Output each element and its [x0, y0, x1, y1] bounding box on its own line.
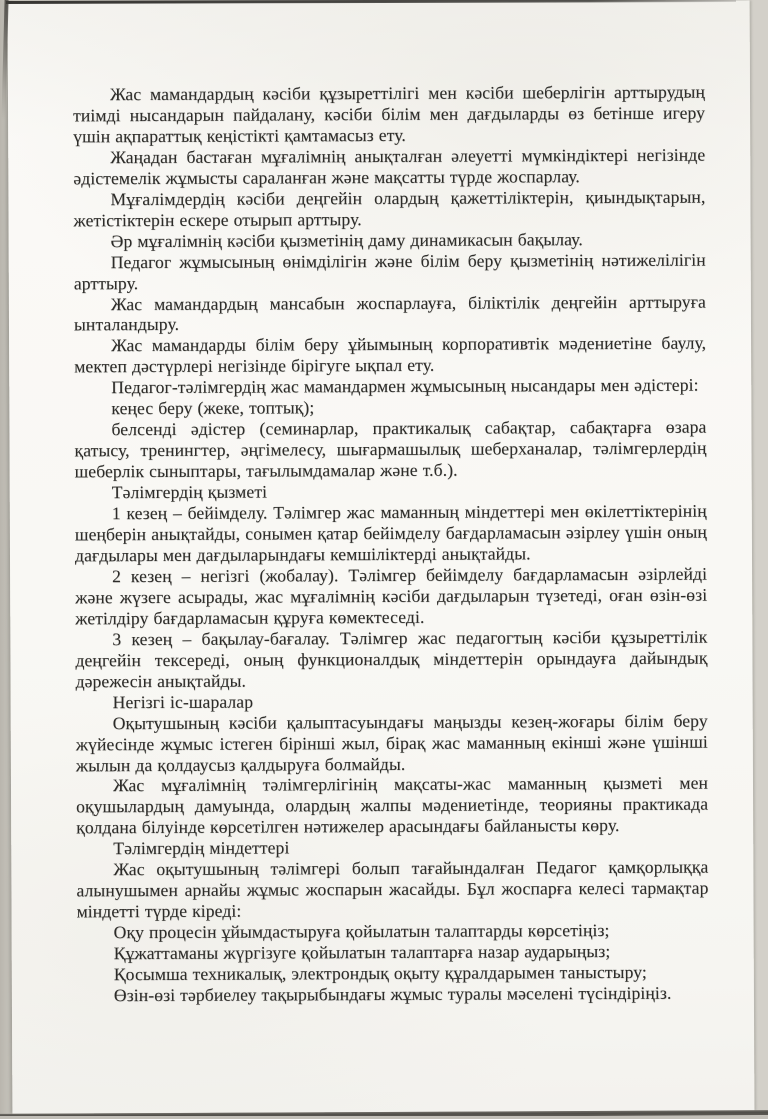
paragraph: Жас мамандардың кәсіби құзыреттілігі мен кәсіби шеберлігін арттырудың тиімді нысандарын пайдалану, кәсіби білім мен дағдыларды өз бетінше игеру үшін ақпараттық кеңістікті қамтамасыз ету.	[73, 81, 706, 147]
document-text	[73, 82, 709, 1007]
paragraph: Жаңадан бастаған мұғалімнің анықталған әлеуетті мүмкіндіктері негізінде әдістемелік жұмысты сараланған және мақсатты түрде жоспарлау.	[73, 144, 706, 189]
paragraph: Әр мұғалімнің кәсіби қызметінің даму динамикасын бақылау.	[110, 228, 583, 251]
paragraph: 2 кезең – негізгі (жобалау). Тәлімгер бейімделу бағдарламасын әзірлейді және жүзеге асырады, жас мұғалімнің кәсіби дағдыларын түзетеді, оған өзін-өзі жетілдіру бағдарламасын құруға көмектеседі.	[75, 563, 708, 629]
section-heading: Тәлімгердің міндеттері	[113, 837, 290, 859]
paragraph: 3 кезең – бақылау-бағалау. Тәлімгер жас педагогтың кәсіби құзыреттілік деңгейін тексереді, оның функционалдық міндеттерін орындауға дайындық дәрежесін анықтайды.	[75, 626, 708, 692]
section-heading: Тәлімгердің қызметі	[111, 481, 268, 503]
paragraph: 1 кезең – бейімделу. Тәлімгер жас маманның міндеттері мен өкілеттіктерінің шеңберін анықтайды, сонымен қатар бейімделу бағдарламасын әзірлеу үшін оның дағдылары мен дағдыларындағы кемшіліктерді анықтайды.	[74, 500, 707, 566]
paragraph: Педагог-тәлімгердің жас мамандармен жұмысының нысандары мен әдістері:	[111, 374, 699, 398]
paragraph: Жас мамандардың мансабын жоспарлауға, біліктілік деңгейін арттыруға ынталандыру.	[73, 291, 706, 335]
paper-sheet	[8, 0, 755, 1113]
paragraph: Құжаттаманы жүргізуге қойылатын талаптарға назар аударыңыз;	[113, 941, 611, 964]
paragraph: Жас мұғалімнің тәлімгерлігінің мақсаты-жас маманның қызметі мен оқушылардың дамуында, олардың жалпы мәдениетінде, теорияны практикада қолдана білуінде көрсетілген нәтижелер арасындағы байланысты көру.	[76, 773, 709, 838]
paragraph: Педагог жұмысының өнімділігін және білім беру қызметінің нәтижелілігін арттыру.	[73, 249, 706, 293]
paragraph: Оқытушының кәсіби қалыптасуындағы маңызды кезең-жоғары білім беру жүйесінде жұмыс істеген бірінші жыл, бірақ жас маманның екінші және үшінші жылын да қолдаусыз қалдыруға болмайды.	[75, 710, 708, 775]
section-heading: Негізгі іс-шаралар	[112, 691, 254, 712]
paragraph: Оқу процесін ұйымдастыруға қойылатын талаптарды көрсетіңіз;	[113, 920, 610, 943]
paragraph: Жас мамандарды білім беру ұйымының корпоративтік мәдениетіне баулу, мектеп дәстүрлері негізінде бірігуге ықпал ету.	[74, 333, 707, 377]
paragraph: кеңес беру (жеке, топтық);	[111, 397, 315, 419]
paragraph: Мұғалімдердің кәсіби деңгейін олардың қажеттіліктерін, қиындықтарын, жетістіктерін ескере отырып арттыру.	[73, 186, 706, 231]
paragraph: Жас оқытушының тәлімгері болып тағайындалған Педагог қамқорлыққа алынушымен арнайы жұмыс жоспарын жасайды. Бұл жоспарға келесі тармақтар міндетті түрде кіреді:	[76, 856, 709, 922]
paragraph: белсенді әдістер (семинарлар, практикалық сабақтар, сабақтарға өзара қатысу, тренингтер, әңгімелесу, шығармашылық шеберханалар, тәлімгерлердің шеберлік сыныптары, тағылымдамалар және т.б.).	[74, 416, 707, 482]
paragraph: Қосымша техникалық, электрондық оқыту құралдарымен таныстыру;	[113, 961, 647, 985]
paragraph: Өзін-өзі тәрбиелеу тақырыбындағы жұмыс туралы мәселені түсіндіріңіз.	[113, 982, 672, 1006]
